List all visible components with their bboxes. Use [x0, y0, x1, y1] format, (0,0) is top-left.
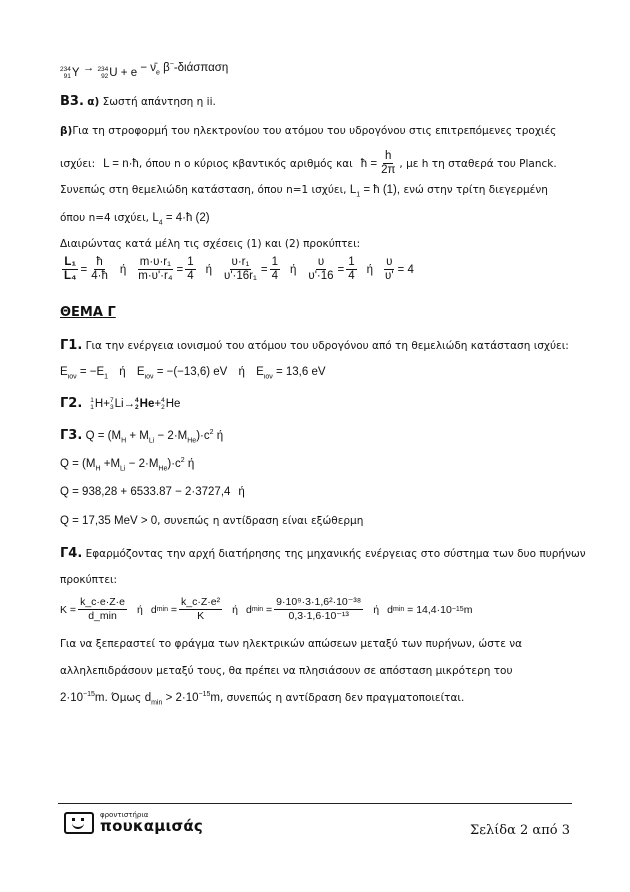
ratio-equation: $\frac{\text{L₁}}{\text{L₄}}$ = $\frac{ħ}{4\cdot ħ}$ ή $\frac{\text{m·υ·r₁}}{\text{m·υ'·r₄}}$ = $\frac{1}{4}$ ή $\frac{\text{υ·r₁}}{\text{υ'·16r₁}}$ = $\frac{1}{4}$ ή $\frac{\upsilon}{\upsilon'\cdot 16}$ = $\frac{1}{4}$ ή $\frac{\upsilon}{\upsilon'}$ = 4 — [64, 256, 414, 282]
b3-heading: Β3. α) Σωστή απάντηση η ii. — [60, 94, 216, 109]
page-number: Σελίδα 2 από 3 — [470, 823, 570, 838]
ground-state-line: Συνεπώς στη θεμελιώδη κατάσταση, όπου n=1 ισχύει, $L_1$ = ħ (1), ενώ στην τρίτη διεγερμένη — [60, 184, 548, 199]
g3-equation-3: Q = 938,28 + 6533.87 − 2·3727,4 ή — [60, 486, 245, 498]
g4-text-4: αλληλεπιδράσουν μεταξύ τους, θα πρέπει να πλησιάσουν σε απόσταση μικρότερη του — [60, 665, 513, 677]
angular-momentum-line: ισχύει: L = n·ħ , όπου n ο κύριος κβαντικός αριθμός και ħ = $\frac{h}{2\pi}$ , με h τη σταθερά του Planck. — [60, 150, 557, 176]
g3-equation: Γ3. $Q = (M_H + M_{Li} - 2\cdot M_{He})\cdot c^2$ ή — [60, 428, 224, 445]
g3-result: Q = 17,35 MeV > 0, συνεπώς η αντίδραση είναι εξώθερμη — [60, 515, 364, 527]
b3-beta-text: β)Για τη στροφορμή του ηλεκτρονίου του ατόμου του υδρογόνου στις επιτρεπόμενες τροχιές — [60, 125, 557, 137]
g4-text-3: Για να ξεπεραστεί το φράγμα των ηλεκτρικών απώσεων μεταξύ των πυρήνων, ώστε να — [60, 638, 522, 650]
g4-conclusion: $2\cdot 10^{-15}m$. Όμως $d_{min} > 2\cdot 10^{-15}m$, συνεπώς η αντίδραση δεν πραγματοποιείται. — [60, 691, 465, 707]
logo-face-icon — [64, 812, 94, 834]
logo-subtitle: φροντιστήρια — [100, 811, 149, 819]
g4-text-2: προκύπτει: — [60, 574, 118, 586]
divide-line: Διαιρώντας κατά μέλη τις σχέσεις (1) και (2) προκύπτει: — [60, 238, 361, 250]
g3-equation-2: $Q = (M_H +M_{Li} - 2\cdot M_{He})\cdot c^2$ ή — [60, 457, 195, 473]
g4-equation: K = $\frac{k\_c\cdot e\cdot Z\cdot e}{d\_\min}$ ή d min = $\frac{\text{k\_c·Z·e²}}{K}$ ή d min = $\frac{\text{9·10⁹·3·1,6²·10⁻³⁸}}{\text{0,3·1,6·10⁻¹³}}$ ή d min = 14,4·10 −15 m — [60, 596, 473, 622]
n4-line: όπου n=4 ισχύει, $L_4$ = 4·ħ (2) — [60, 212, 210, 227]
g2-reaction: Γ2. 1 1 H + 7 3 Li → 4 2 He + 4 2 He — [60, 396, 181, 411]
g1-text: Γ1. Για την ενέργεια ιονισμού του ατόμου του υδρογόνου από τη θεμελιώδη κατάσταση ισχύει: — [60, 338, 569, 353]
h-over-2pi: $\frac{h}{2\pi}$ — [381, 150, 396, 176]
logo-title: πουκαμισάς — [100, 817, 204, 835]
g4-text: Γ4. Εφαρμόζοντας την αρχή διατήρησης της μηχανικής ενέργειας στο σύστημα των δυο πυρήνων — [60, 546, 586, 561]
g1-equation: $E_{\iota o\nu} = -E_1$ ή $E_{\iota o\nu} = -(-13,6)$ eV ή $E_{\iota o\nu} = 13,6$ eV — [60, 366, 326, 381]
footer-divider — [58, 803, 572, 804]
beta-decay-equation: 234 91 Y → 234 92 U + e − $\nū_e$ β−-διάσπαση — [60, 61, 229, 80]
brand-logo — [64, 812, 203, 834]
section-title: ΘΕΜΑ Γ — [60, 305, 116, 320]
